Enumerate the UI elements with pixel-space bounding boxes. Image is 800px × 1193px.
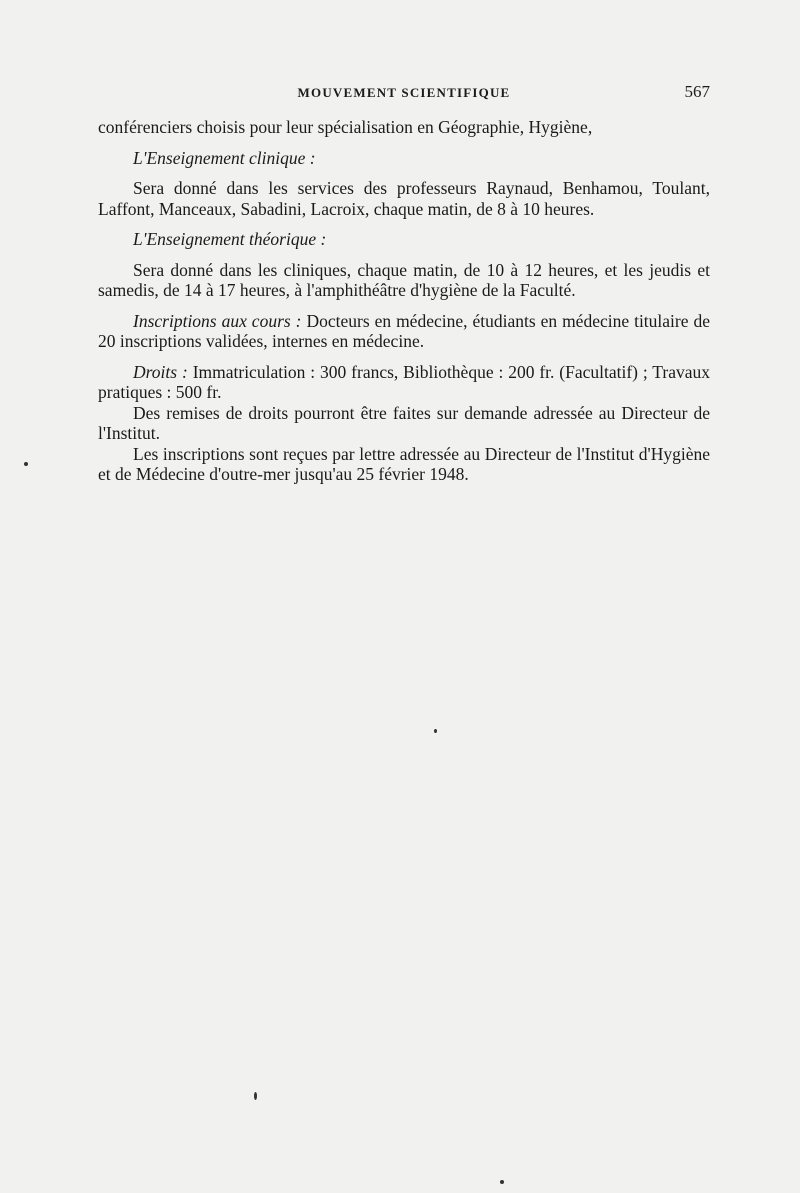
scan-speck	[24, 462, 28, 466]
paragraph-inscriptions	[98, 311, 710, 352]
paragraph-remises: Des remises de droits pourront être faites sur demande adressée au Directeur de l'Institut.	[98, 402, 710, 443]
inscriptions-label: Inscriptions aux cours :	[133, 310, 302, 331]
running-head-title: MOUVEMENT SCIENTIFIQUE	[297, 85, 511, 100]
paragraph-droits	[98, 362, 710, 403]
scan-speck	[500, 1180, 504, 1184]
section-heading-clinique: L'Enseignement clinique :	[133, 147, 316, 168]
paragraph-lettre: Les inscriptions sont reçues par lettre adressée au Directeur de l'Institut d'Hygiène et de Médecine d'outre-mer jusqu'au 25 février 1948.	[98, 443, 710, 484]
paragraph-theorique: Sera donné dans les cliniques, chaque matin, de 10 à 12 heures, et les jeudis et samedis, de 14 à 17 heures, à l'amphithéâtre d'hygiène de la Faculté.	[98, 259, 710, 300]
body-text	[98, 117, 710, 485]
paragraph-clinique: Sera donné dans les services des professeurs Raynaud, Benhamou, Toulant, Laffont, Manceaux, Sabadini, Lacroix, chaque matin, de 8 à 10 heures.	[98, 178, 710, 219]
scan-speck	[434, 729, 437, 733]
running-head	[98, 82, 710, 104]
section-heading-theorique: L'Enseignement théorique :	[133, 229, 327, 249]
inscriptions-text: Docteurs en médecine, étudiants en médecine titulaire de 20 inscriptions validées, internes en médecine.	[98, 310, 710, 351]
scan-speck	[254, 1092, 257, 1100]
intro-line: conférenciers choisis pour leur spécialisation en Géographie, Hygiène,	[98, 117, 593, 137]
droits-text: Immatriculation : 300 francs, Bibliothèque : 200 fr. (Facultatif) ; Travaux pratiques : 500 fr.	[98, 361, 710, 402]
page-number: 567	[684, 82, 710, 101]
droits-label: Droits :	[133, 361, 188, 382]
